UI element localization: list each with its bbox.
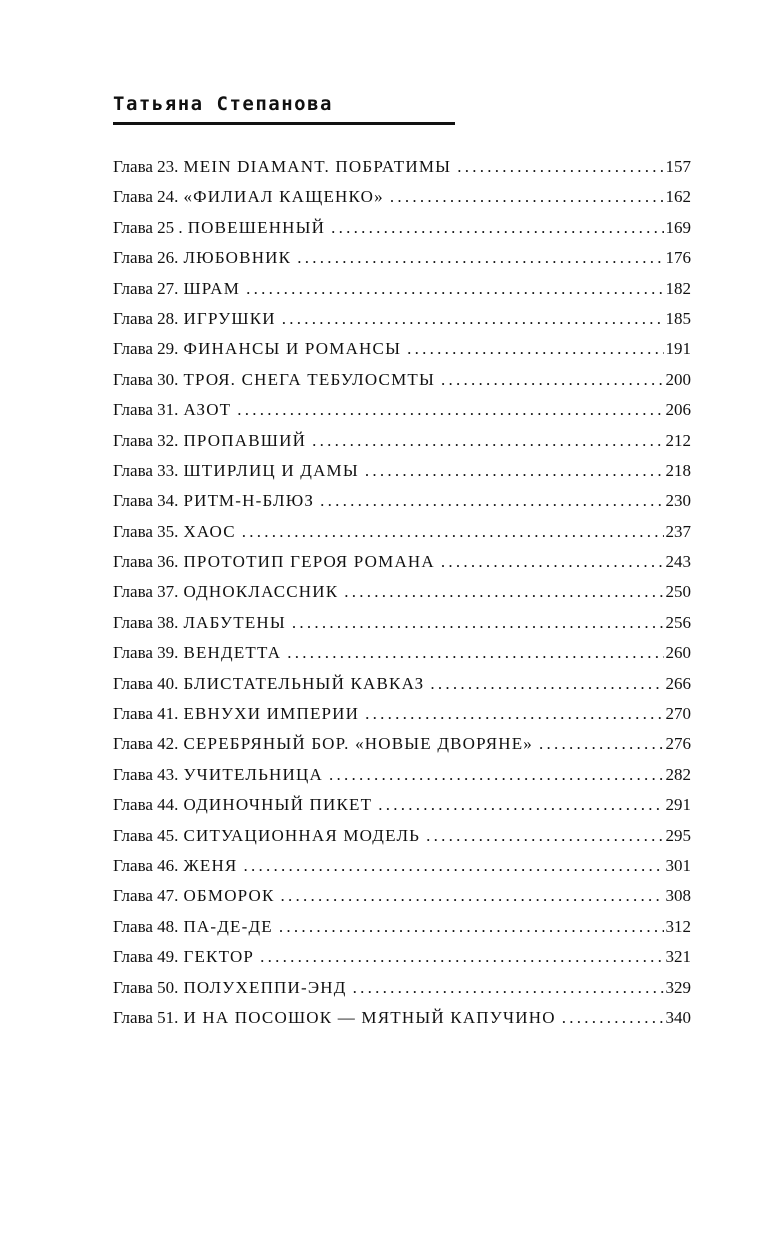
toc-entry xyxy=(113,851,691,881)
dot-leader xyxy=(281,881,664,911)
chapter-title: MEIN DIAMANT. ПОБРАТИМЫ xyxy=(183,157,452,176)
running-header xyxy=(113,92,455,125)
toc-entry xyxy=(113,547,691,577)
dot-leader xyxy=(260,942,663,972)
dot-leader xyxy=(292,608,664,638)
chapter-title: ОДНОКЛАССНИК xyxy=(183,582,339,602)
toc-entry xyxy=(113,486,691,516)
page-number: 191 xyxy=(665,339,691,359)
page-number: 230 xyxy=(665,491,691,511)
dot-leader xyxy=(390,182,664,212)
chapter-title: БЛИСТАТЕЛЬНЫЙ КАВКАЗ xyxy=(183,673,425,693)
dot-leader xyxy=(365,699,663,729)
toc-entry xyxy=(113,152,691,182)
chapter-label: Глава 38. xyxy=(113,612,179,632)
chapter-title: УЧИТЕЛЬНИЦА xyxy=(183,764,323,784)
chapter-title: СИТУАЦИОННАЯ МОДЕЛЬ xyxy=(183,825,421,845)
chapter-title: ЕВНУХИ ИМПЕРИИ xyxy=(183,704,360,724)
header-rule xyxy=(113,122,455,125)
page-number: 169 xyxy=(665,217,691,237)
page-number: 276 xyxy=(665,734,691,754)
chapter-label: Глава 46. xyxy=(113,855,179,875)
chapter-title: ЛЮБОВНИК xyxy=(183,248,292,268)
chapter-title: ОБМОРОК xyxy=(183,886,275,906)
page-number: 243 xyxy=(665,552,691,572)
toc-entry xyxy=(113,243,691,273)
toc-entry xyxy=(113,608,691,638)
dot-leader xyxy=(237,395,663,425)
chapter-label: Глава 36. xyxy=(113,552,179,572)
page-number: 218 xyxy=(665,460,691,480)
chapter-title: ТРОЯ. СНЕГА ТЕБУЛОСМТЫ xyxy=(183,369,436,389)
chapter-label: Глава 35. xyxy=(113,521,179,541)
chapter-label: Глава 37. xyxy=(113,582,179,602)
chapter-label: Глава 30. xyxy=(113,369,179,389)
dot-leader xyxy=(297,243,663,273)
page-number: 291 xyxy=(665,795,691,815)
dot-leader xyxy=(562,1003,664,1033)
page-number: 329 xyxy=(665,977,691,997)
page-number: 200 xyxy=(665,369,691,389)
page-number: 162 xyxy=(665,187,691,207)
chapter-label: Глава 29. xyxy=(113,339,179,359)
chapter-title: ГЕКТОР xyxy=(183,947,255,967)
chapter-title: «ФИЛИАЛ КАЩЕНКО» xyxy=(183,187,384,207)
toc-entry xyxy=(113,426,691,456)
dot-leader xyxy=(287,638,663,668)
page-number: 237 xyxy=(665,521,691,541)
toc-entry xyxy=(113,334,691,364)
toc-entry xyxy=(113,912,691,942)
chapter-label: Глава 48. xyxy=(113,916,179,936)
page-number: 206 xyxy=(665,400,691,420)
dot-leader xyxy=(353,973,664,1003)
toc-entry xyxy=(113,1003,691,1033)
toc-entry xyxy=(113,699,691,729)
page-number: 250 xyxy=(665,582,691,602)
page-number: 312 xyxy=(665,916,691,936)
chapter-label: Глава 39. xyxy=(113,643,179,663)
toc-entry xyxy=(113,274,691,304)
chapter-title: СЕРЕБРЯНЫЙ БОР. «НОВЫЕ ДВОРЯНЕ» xyxy=(183,734,534,754)
chapter-label: Глава 27. xyxy=(113,278,179,298)
chapter-label: Глава 28. xyxy=(113,308,179,328)
chapter-title: ШРАМ xyxy=(183,278,241,298)
chapter-label: Глава 26. xyxy=(113,248,179,268)
chapter-title: ПОВЕШЕННЫЙ xyxy=(187,217,326,237)
toc-entry xyxy=(113,304,691,334)
chapter-label: Глава 41. xyxy=(113,704,179,724)
chapter-title: ВЕНДЕТТА xyxy=(183,643,282,663)
dot-leader xyxy=(246,274,663,304)
chapter-title: ЛАБУТЕНЫ xyxy=(183,612,286,632)
page-number: 256 xyxy=(665,612,691,632)
dot-leader xyxy=(344,577,663,607)
chapter-title: ОДИНОЧНЫЙ ПИКЕТ xyxy=(183,795,373,815)
page-number: 212 xyxy=(665,430,691,450)
toc-entry xyxy=(113,213,691,243)
chapter-title: АЗОТ xyxy=(183,400,232,420)
toc-entry xyxy=(113,821,691,851)
dot-leader xyxy=(331,213,663,243)
chapter-label: Глава 49. xyxy=(113,947,179,967)
dot-leader xyxy=(320,486,663,516)
page-number: 270 xyxy=(665,704,691,724)
page-number: 182 xyxy=(665,278,691,298)
dot-leader xyxy=(430,669,663,699)
dot-leader xyxy=(441,547,664,577)
chapter-label: Глава 32. xyxy=(113,430,179,450)
chapter-label: Глава 43. xyxy=(113,764,179,784)
toc-entry xyxy=(113,881,691,911)
page-number: 266 xyxy=(665,673,691,693)
page-number: 282 xyxy=(665,764,691,784)
toc-entry xyxy=(113,729,691,759)
page-number: 176 xyxy=(665,248,691,268)
toc-entry xyxy=(113,182,691,212)
toc-entry xyxy=(113,577,691,607)
chapter-label: Глава 47. xyxy=(113,886,179,906)
dot-leader xyxy=(329,760,664,790)
toc-entry xyxy=(113,517,691,547)
toc-entry xyxy=(113,942,691,972)
toc-entry xyxy=(113,638,691,668)
chapter-title: ПРОТОТИП ГЕРОЯ РОМАНА xyxy=(183,552,435,572)
chapter-title: ШТИРЛИЦ И ДАМЫ xyxy=(183,460,359,480)
toc-entry xyxy=(113,669,691,699)
page-number: 185 xyxy=(665,308,691,328)
chapter-title: И НА ПОСОШОК — МЯТНЫЙ КАПУЧИНО xyxy=(183,1007,556,1027)
dot-leader xyxy=(243,851,663,881)
chapter-label: Глава 31. xyxy=(113,400,179,420)
toc-entry xyxy=(113,790,691,820)
dot-leader xyxy=(282,304,664,334)
page-number: 157 xyxy=(665,157,691,176)
chapter-title: ИГРУШКИ xyxy=(183,308,276,328)
dot-leader xyxy=(539,729,663,759)
chapter-label: Глава 23. xyxy=(113,157,179,176)
toc-entry xyxy=(113,456,691,486)
page-number: 340 xyxy=(665,1007,691,1027)
chapter-label: Глава 44. xyxy=(113,795,179,815)
dot-leader xyxy=(457,152,663,182)
dot-leader xyxy=(312,426,663,456)
toc-entry xyxy=(113,395,691,425)
dot-leader xyxy=(378,790,663,820)
chapter-label: Глава 50. xyxy=(113,977,179,997)
page-number: 295 xyxy=(665,825,691,845)
chapter-label: Глава 51. xyxy=(113,1007,179,1027)
chapter-title: ХАОС xyxy=(183,521,236,541)
toc-entry xyxy=(113,760,691,790)
chapter-title: РИТМ-Н-БЛЮЗ xyxy=(183,491,315,511)
chapter-title: ПОЛУХЕППИ-ЭНД xyxy=(183,977,347,997)
page-number: 308 xyxy=(665,886,691,906)
toc-entry xyxy=(113,973,691,1003)
dot-leader xyxy=(441,365,663,395)
chapter-title: ПА-ДЕ-ДЕ xyxy=(183,916,273,936)
dot-leader xyxy=(426,821,663,851)
chapter-label: Глава 42. xyxy=(113,734,179,754)
chapter-label: Глава 24. xyxy=(113,187,179,207)
chapter-label: Глава 34. xyxy=(113,491,179,511)
chapter-title: ПРОПАВШИЙ xyxy=(183,430,307,450)
chapter-title: ФИНАНСЫ И РОМАНСЫ xyxy=(183,339,402,359)
page-number: 260 xyxy=(665,643,691,663)
chapter-label: Глава 33. xyxy=(113,460,179,480)
dot-leader xyxy=(365,456,664,486)
chapter-label: Глава 40. xyxy=(113,673,179,693)
page-number: 301 xyxy=(665,855,691,875)
chapter-label: Глава 45. xyxy=(113,825,179,845)
dot-leader xyxy=(407,334,663,364)
table-of-contents xyxy=(113,152,691,1033)
dot-leader xyxy=(242,517,664,547)
dot-leader xyxy=(279,912,664,942)
toc-entry xyxy=(113,365,691,395)
chapter-label: Глава 25 . xyxy=(113,217,183,237)
author-name: Татьяна Степанова xyxy=(113,93,333,115)
chapter-title: ЖЕНЯ xyxy=(183,855,238,875)
page-number: 321 xyxy=(665,947,691,967)
